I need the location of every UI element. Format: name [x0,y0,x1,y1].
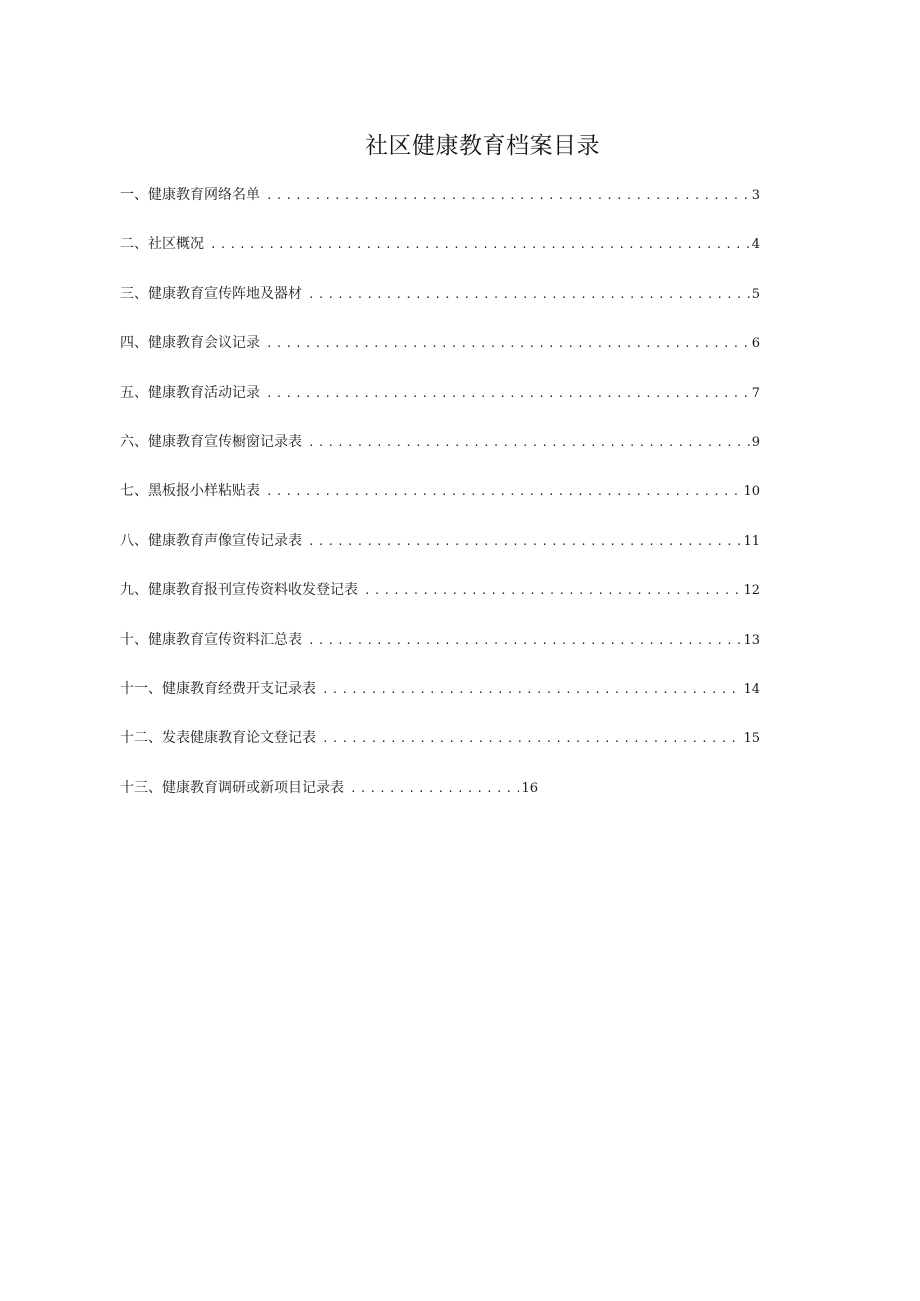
toc-page-number: 4 [751,237,760,253]
toc-entry[interactable] [120,629,760,678]
toc-entry-label: 二、社区概况 [120,236,204,253]
toc-entry-label: 八、健康教育声像宣传记录表 [120,532,302,549]
toc-entry-label: 五、健康教育活动记录 [120,384,260,401]
toc-page-number: 11 [743,533,760,549]
toc-page-number: 7 [751,385,760,401]
toc-dot-leader [322,728,741,750]
toc-page-number: 12 [743,583,760,599]
toc-dot-leader [350,778,519,800]
toc-entry[interactable] [120,184,760,233]
toc-entry-label: 三、健康教育宣传阵地及器材 [120,285,302,302]
toc-entry[interactable] [120,579,760,628]
toc-entry[interactable] [120,233,760,282]
toc-dot-leader [308,630,741,652]
table-of-contents [120,184,760,826]
toc-page-number: 3 [751,188,760,203]
toc-entry-label: 十一、健康教育经费开支记录表 [120,680,316,697]
toc-dot-leader [266,481,741,503]
toc-dot-leader [266,333,750,355]
toc-entry-label: 四、健康教育会议记录 [120,335,260,352]
toc-entry[interactable] [120,431,760,480]
toc-page-number: 13 [743,632,760,648]
toc-dot-leader [322,679,741,701]
toc-entry[interactable] [120,727,760,776]
toc-dot-leader [364,580,741,602]
document-title: 社区健康教育档案目录 [365,133,600,159]
toc-entry[interactable] [120,530,760,579]
toc-entry-label: 十、健康教育宣传资料汇总表 [120,631,302,648]
toc-entry-label: 七、黑板报小样粘贴表 [120,483,260,500]
toc-entry[interactable] [120,332,760,381]
toc-entry[interactable] [120,480,760,529]
toc-entry-label: 六、健康教育宣传橱窗记录表 [120,433,302,450]
toc-page-number: 10 [743,484,760,500]
toc-entry-label: 十二、发表健康教育论文登记表 [120,730,316,747]
toc-dot-leader [308,531,741,553]
toc-page-number: 14 [743,681,760,697]
toc-entry[interactable] [120,678,760,727]
toc-entry-label: 九、健康教育报刊宣传资料收发登记表 [120,582,358,599]
toc-dot-leader [308,432,750,454]
toc-page-number: 5 [751,286,760,302]
toc-dot-leader [266,185,750,207]
toc-page-number: 9 [751,434,760,450]
toc-page-number: 16 [521,780,538,796]
toc-dot-leader [210,234,750,256]
toc-page-number: 15 [743,731,760,747]
toc-entry[interactable] [120,382,760,431]
toc-entry-label: 十三、健康教育调研或新项目记录表 [120,779,344,796]
toc-dot-leader [308,284,750,306]
toc-dot-leader [266,383,750,405]
toc-entry-label: 一、健康教育网络名单 [120,187,260,203]
toc-entry[interactable] [120,777,538,826]
toc-page-number: 6 [751,336,760,352]
toc-entry[interactable] [120,283,760,332]
